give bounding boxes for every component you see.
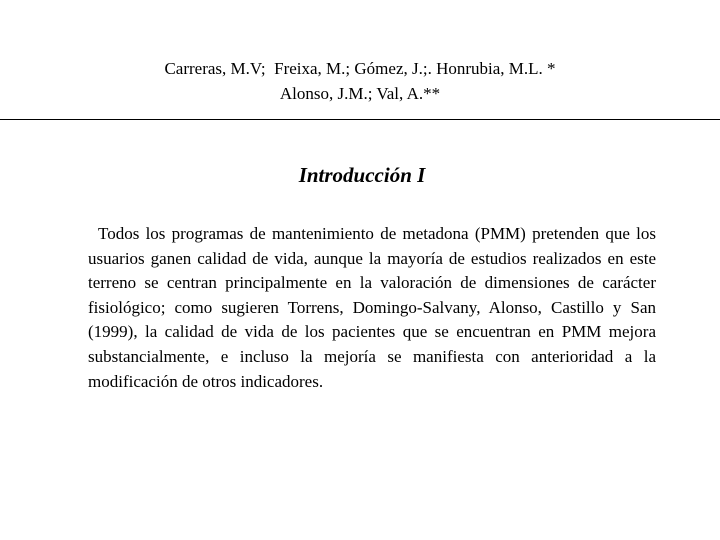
header-divider (0, 119, 720, 120)
authors-line-2: Alonso, J.M.; Val, A.** (279, 84, 441, 103)
authors-line-1: Carreras, M.V; Freixa, M.; Gómez, J.;. Honrubia, M.L. * (164, 59, 556, 78)
section-title: Introducción I (298, 163, 426, 187)
authors-block (0, 56, 720, 106)
body-paragraph: Todos los programas de mantenimiento de metadona (PMM) pretenden que los usuarios ganen calidad de vida, aunque la mayoría de estudios realizados en este terreno se centran principalmente en la valoración de dimensiones de carácter fisiológico; como sugieren Torrens, Domingo-Salvany, Alonso, Castillo y San (1999), la calidad de vida de los pacientes que se encuentran en PMM mejora substancialmente, e incluso la mejoría se manifiesta con anterioridad a la modificación de otros indicadores. (88, 224, 656, 391)
